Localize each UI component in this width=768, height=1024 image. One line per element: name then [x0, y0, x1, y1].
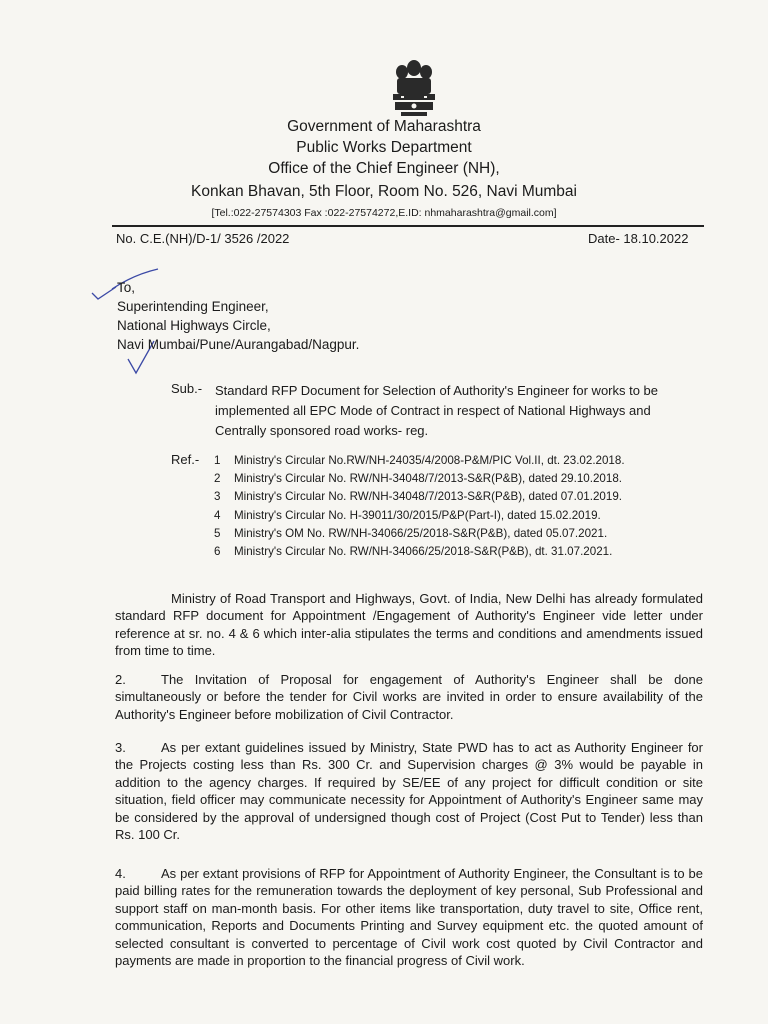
paragraph-1	[115, 590, 703, 660]
references-label: Ref.-	[171, 452, 200, 467]
reference-number: 6	[214, 545, 221, 559]
paragraph-4-text: As per extant provisions of RFP for Appointment of Authority Engineer, the Consultant is to be paid billing rates for the remuneration towards the deployment of key personal, Sub Professional and support staff on man-month basis. For other items like transportation, duty travel to site, Office rent, communication, Reports and Documents Printing and Survey equipment etc. the quoted amount of selected consultant is converted to percentage of Civil work cost quoted by Civil Contractor and payments are made in proportion to the financial progress of Civil work.	[115, 866, 703, 969]
references-list	[214, 452, 625, 561]
letter-date: Date- 18.10.2022	[588, 231, 689, 246]
reference-number: 3	[214, 490, 221, 504]
reference-item	[214, 507, 625, 525]
letterhead-address: Konkan Bhavan, 5th Floor, Room No. 526, Navi Mumbai	[191, 183, 577, 200]
state-emblem-icon	[387, 56, 441, 118]
letterhead-contact: [Tel.:022-27574303 Fax :022-27574272,E.ID: nhmaharashtra@gmail.com]	[211, 207, 557, 219]
reference-number: 4	[214, 508, 221, 522]
reference-number: 5	[214, 526, 221, 540]
reference-item	[214, 543, 625, 561]
addressee-circle: National Highways Circle,	[117, 318, 271, 333]
letter-number: No. C.E.(NH)/D-1/ 3526 /2022	[116, 231, 290, 246]
letterhead-department: Public Works Department	[296, 139, 472, 156]
letterhead-government: Government of Maharashtra	[287, 118, 481, 135]
reference-number: 2	[214, 472, 221, 486]
reference-item	[214, 452, 625, 470]
paragraph-2-text: The Invitation of Proposal for engagement of Authority's Engineer shall be done simultaneously or before the tender for Civil works are invited in order to ensure availability of the Authority's Engineer before mobilization of Civil Contractor.	[115, 672, 703, 722]
reference-text: Ministry's Circular No.RW/NH-24035/4/2008-P&M/PIC Vol.II, dt. 23.02.2018.	[234, 454, 625, 467]
subject-label: Sub.-	[171, 381, 203, 396]
reference-text: Ministry's Circular No. RW/NH-34066/25/2018-S&R(P&B), dt. 31.07.2021.	[234, 545, 613, 559]
subject-text: Standard RFP Document for Selection of Authority's Engineer for works to be implemented all EPC Mode of Contract in respect of National Highways and Centrally sponsored road works- reg.	[215, 383, 659, 438]
letterhead-office: Office of the Chief Engineer (NH),	[268, 160, 500, 177]
reference-text: Ministry's OM No. RW/NH-34066/25/2018-S&R(P&B), dated 05.07.2021.	[234, 526, 608, 540]
reference-item	[214, 488, 625, 506]
reference-number: 1	[214, 454, 221, 467]
header-divider	[112, 225, 704, 227]
addressee-locations: Navi Mumbai/Pune/Aurangabad/Nagpur.	[117, 337, 360, 352]
paragraph-4-number: 4.	[115, 866, 126, 881]
reference-item	[214, 525, 625, 543]
paragraph-4	[115, 865, 703, 969]
reference-text: Ministry's Circular No. RW/NH-34048/7/2013-S&R(P&B), dated 07.01.2019.	[234, 490, 622, 504]
paragraph-2-number: 2.	[115, 672, 126, 687]
addressee-designation: Superintending Engineer,	[117, 299, 269, 314]
paragraph-3-text: As per extant guidelines issued by Ministry, State PWD has to act as Authority Engineer for the Projects costing less than Rs. 300 Cr. and Supervision charges @ 3% would be payable in addition to the agency charges. If required by SE/EE of any project for difficult condition or site situation, field officer may communicate necessity for Appointment of Authority's Engineer same may be considered by the approval of undersigned though cost of Project (Cost Put to Tender) less than Rs. 100 Cr.	[115, 740, 703, 843]
reference-item	[214, 470, 625, 488]
reference-text: Ministry's Circular No. RW/NH-34048/7/2013-S&R(P&B), dated 29.10.2018.	[234, 472, 622, 486]
paragraph-3-number: 3.	[115, 740, 126, 755]
paragraph-2	[115, 671, 703, 723]
addressee-to: To,	[117, 280, 136, 295]
paragraph-3	[115, 739, 703, 843]
reference-text: Ministry's Circular No. H-39011/30/2015/P&P(Part-I), dated 15.02.2019.	[234, 508, 601, 522]
paragraph-1-text: Ministry of Road Transport and Highways, Govt. of India, New Delhi has already formulated standard RFP document for Appointment /Engagement of Authority's Engineer vide letter under reference at sr. no. 4 & 6 which inter-alia stipulates the terms and conditions and amendments issued from time to time.	[115, 591, 703, 659]
